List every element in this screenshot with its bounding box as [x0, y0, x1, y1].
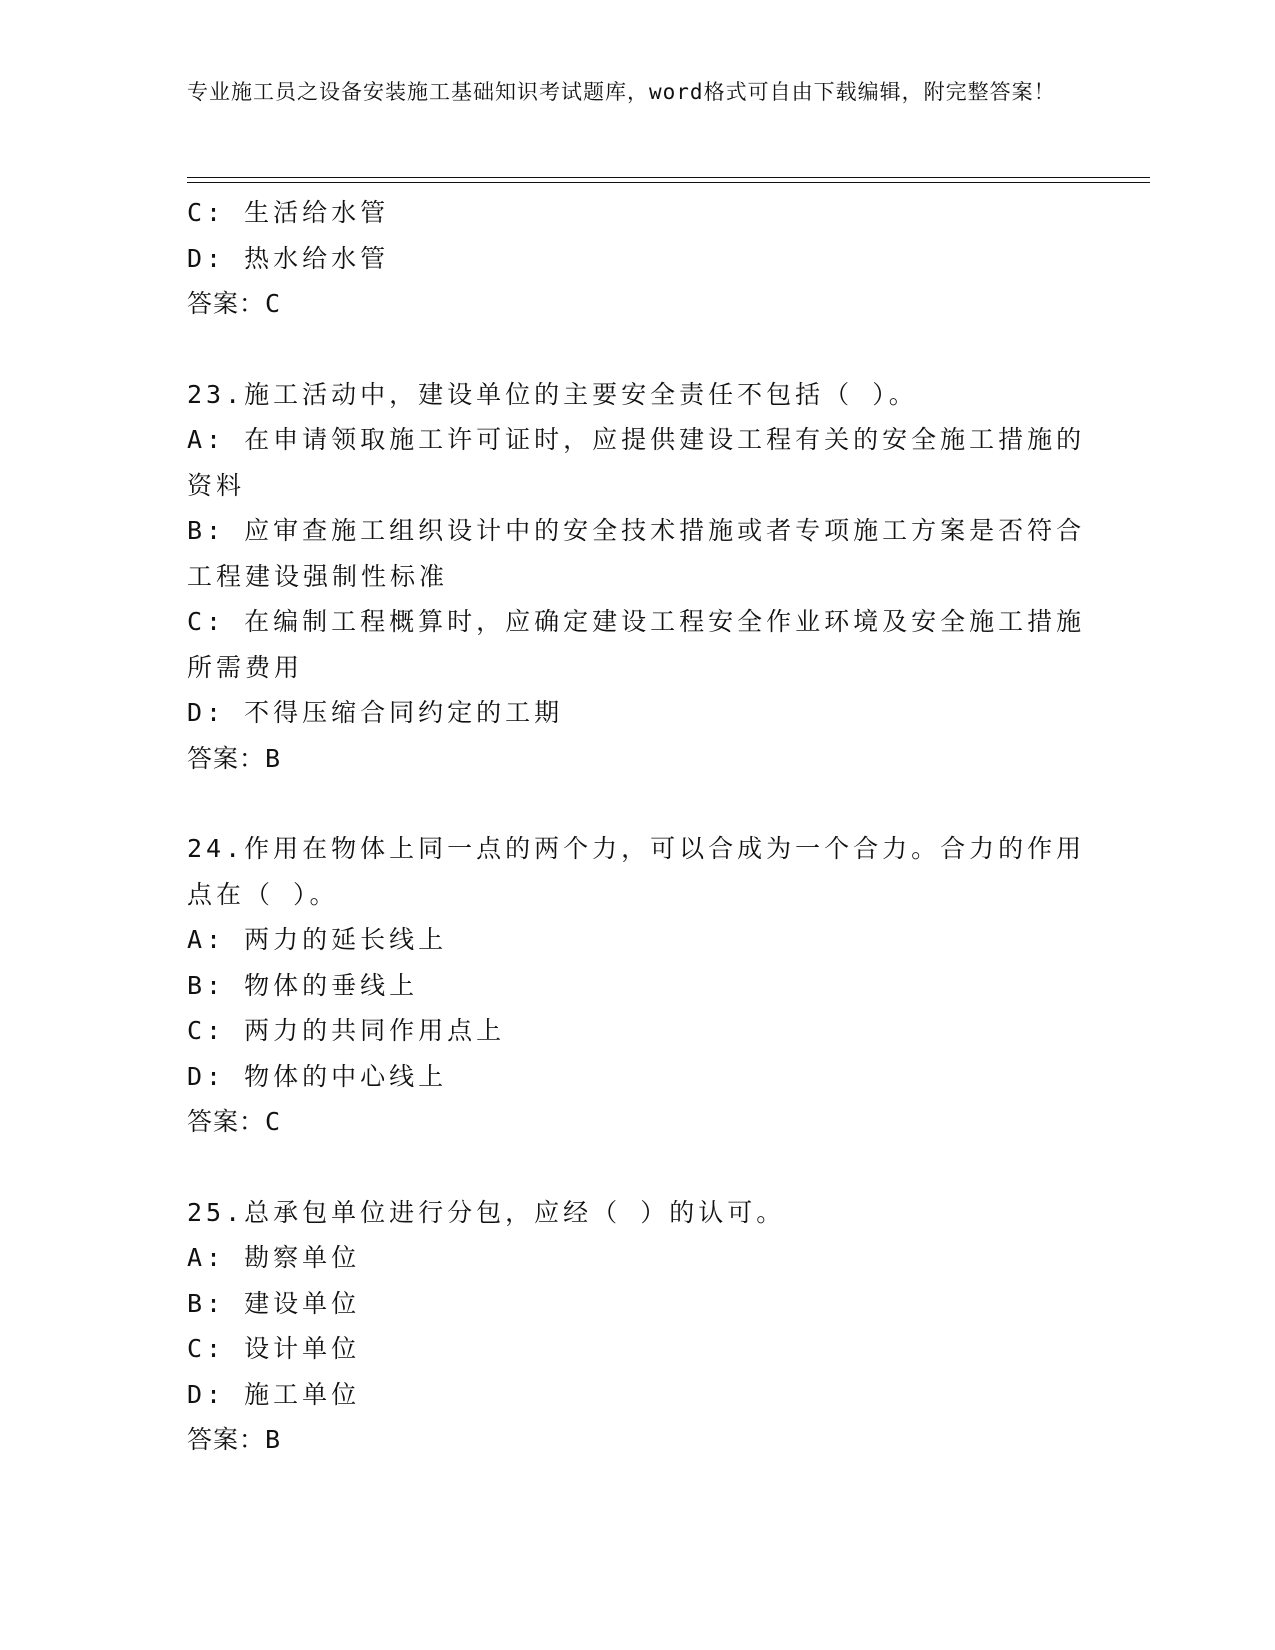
answer-line: 答案：B [187, 743, 282, 773]
option-a: A: 两力的延长线上 [187, 925, 448, 954]
option-d: D: 不得压缩合同约定的工期 [187, 698, 564, 727]
option-d: D: 施工单位 [187, 1379, 361, 1409]
question-24 [187, 826, 1087, 1145]
option-c: C: 两力的共同作用点上 [187, 1016, 506, 1045]
option-d: D: 热水给水管 [187, 243, 390, 273]
page-header: 专业施工员之设备安装施工基础知识考试题库，word格式可自由下载编辑，附完整答案！ [187, 80, 1056, 104]
option-c: C: 在编制工程概算时，应确定建设工程安全作业环境及安全施工措施所需费用 [187, 607, 1086, 682]
option-a: A: 在申请领取施工许可证时，应提供建设工程有关的安全施工措施的资料 [187, 425, 1086, 500]
prev-question-tail [187, 190, 1087, 327]
answer-line: 答案：B [187, 1425, 282, 1454]
option-b: B: 建设单位 [187, 1288, 361, 1318]
header-divider-bottom [187, 182, 1150, 183]
question-stem: 25.总承包单位进行分包，应经（ ）的认可。 [187, 1197, 786, 1227]
option-d: D: 物体的中心线上 [187, 1061, 448, 1091]
question-list [187, 190, 1087, 1463]
question-stem: 24.作用在物体上同一点的两个力，可以合成为一个合力。合力的作用点在（ ）。 [187, 834, 1086, 909]
option-b: B: 应审查施工组织设计中的安全技术措施或者专项施工方案是否符合工程建设强制性标准 [187, 516, 1086, 591]
option-c: C: 设计单位 [187, 1334, 361, 1363]
header-divider-top [187, 177, 1150, 178]
question-23 [187, 372, 1087, 782]
option-a: A: 勘察单位 [187, 1243, 361, 1272]
option-b: B: 物体的垂线上 [187, 970, 419, 1000]
question-stem: 23.施工活动中，建设单位的主要安全责任不包括（ ）。 [187, 379, 918, 409]
question-25 [187, 1190, 1087, 1463]
option-c: C: 生活给水管 [187, 198, 390, 227]
answer-line: 答案：C [187, 1107, 282, 1136]
answer-line: 答案：C [187, 289, 282, 318]
